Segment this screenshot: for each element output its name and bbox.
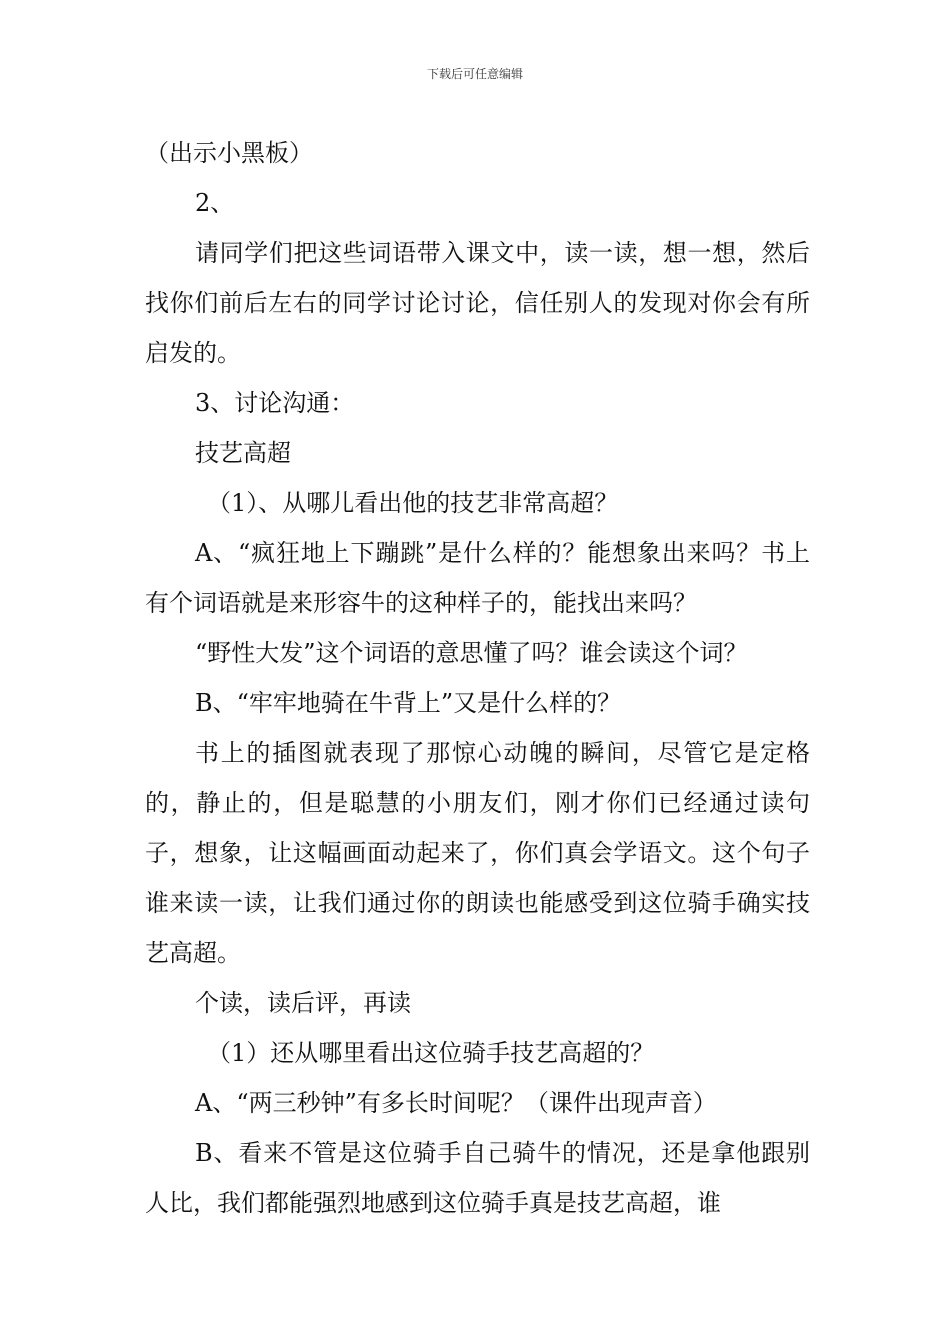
paragraph-topic-heading: 技艺高超 [195,439,291,467]
paragraph-item-b: B、“牢牢地骑在牛背上”又是什么样的？ [195,689,622,717]
paragraph-read-review: 个读，读后评，再读 [195,989,411,1017]
paragraph-step-2: 2、 [195,189,235,217]
paragraph-item-a: A、“疯狂地上下蹦跳”是什么样的？能想象出来吗？书上有个词语就是来形容牛的这种样子的，能找出来吗？ [145,539,810,617]
paragraph-show-blackboard: （出示小黑板） [145,139,313,167]
paragraph-wild-nature: “野性大发”这个词语的意思懂了吗？谁会读这个词？ [195,639,748,667]
paragraph-item-b-summary: B、看来不管是这位骑手自己骑牛的情况，还是拿他跟别人比，我们都能强烈地感到这位骑手真是技艺高超，谁 [145,1139,810,1217]
document-body [145,128,810,1228]
paragraph-question-1b: （1）还从哪里看出这位骑手技艺高超的？ [207,1039,655,1067]
paragraph-illustration: 书上的插图就表现了那惊心动魄的瞬间，尽管它是定格的，静止的，但是聪慧的小朋友们，刚才你们已经通过读句子，想象，让这幅画面动起来了，你们真会学语文。这个句子谁来读一读，让我们通过你的朗读也能感受到这位骑手确实技艺高超。 [145,739,810,967]
paragraph-question-1: （1）、从哪儿看出他的技艺非常高超？ [207,489,619,517]
paragraph-read-and-discuss: 请同学们把这些词语带入课文中，读一读，想一想，然后找你们前后左右的同学讨论讨论，信任别人的发现对你会有所启发的。 [145,239,810,367]
page-header: 下载后可任意编辑 [426,67,523,81]
paragraph-item-a-seconds: A、“两三秒钟”有多长时间呢？（课件出现声音） [195,1089,717,1117]
paragraph-step-3: 3、讨论沟通： [195,389,355,417]
